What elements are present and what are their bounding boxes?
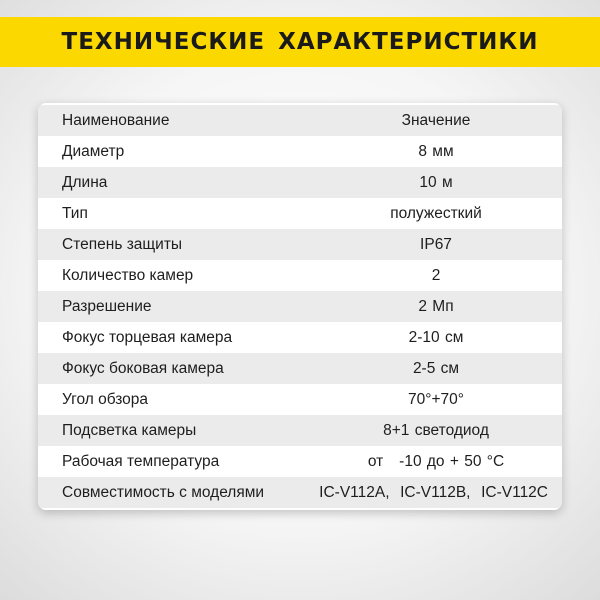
spec-value: IC-V112A, IC-V112B, IC-V112C bbox=[319, 483, 548, 501]
spec-value: Значение bbox=[401, 111, 471, 129]
spec-value: 8+1 светодиод bbox=[383, 421, 489, 439]
spec-value: 2-5 см bbox=[412, 359, 460, 377]
table-row bbox=[38, 229, 562, 260]
spec-value: IP67 bbox=[420, 235, 452, 253]
table-row bbox=[38, 167, 562, 198]
table-row bbox=[38, 477, 562, 508]
specifications-table bbox=[38, 103, 562, 510]
table-row bbox=[38, 353, 562, 384]
spec-name: Фокус торцевая камера bbox=[62, 328, 233, 346]
spec-name: Разрешение bbox=[62, 297, 152, 315]
table-row bbox=[38, 446, 562, 477]
table-row-header bbox=[38, 105, 562, 136]
table-row bbox=[38, 291, 562, 322]
title-banner bbox=[0, 17, 600, 67]
page-title: ТЕХНИЧЕСКИЕ ХАРАКТЕРИСТИКИ bbox=[61, 29, 539, 55]
spec-value: 70°+70° bbox=[408, 390, 464, 408]
table-row bbox=[38, 322, 562, 353]
spec-name: Тип bbox=[62, 204, 88, 222]
table-row bbox=[38, 136, 562, 167]
table-row bbox=[38, 384, 562, 415]
spec-name: Диаметр bbox=[62, 142, 125, 160]
spec-name: Рабочая температура bbox=[62, 452, 220, 470]
spec-value: 10 м bbox=[419, 173, 453, 191]
spec-name: Длина bbox=[62, 173, 108, 191]
spec-name: Наименование bbox=[62, 111, 170, 129]
table-row bbox=[38, 415, 562, 446]
spec-name: Подсветка камеры bbox=[62, 421, 197, 439]
spec-value: 2 Мп bbox=[418, 297, 454, 315]
spec-value: от -10 до + 50 °C bbox=[367, 452, 505, 470]
spec-value: полужесткий bbox=[390, 204, 482, 222]
spec-name: Степень защиты bbox=[62, 235, 183, 253]
spec-value: 2-10 см bbox=[408, 328, 464, 346]
spec-name: Угол обзора bbox=[62, 390, 149, 408]
spec-name: Совместимость с моделями bbox=[62, 483, 265, 501]
table-row bbox=[38, 260, 562, 291]
spec-value: 2 bbox=[431, 266, 441, 284]
table-row bbox=[38, 198, 562, 229]
spec-value: 8 мм bbox=[418, 142, 454, 160]
spec-name: Количество камер bbox=[62, 266, 194, 284]
spec-name: Фокус боковая камера bbox=[62, 359, 224, 377]
